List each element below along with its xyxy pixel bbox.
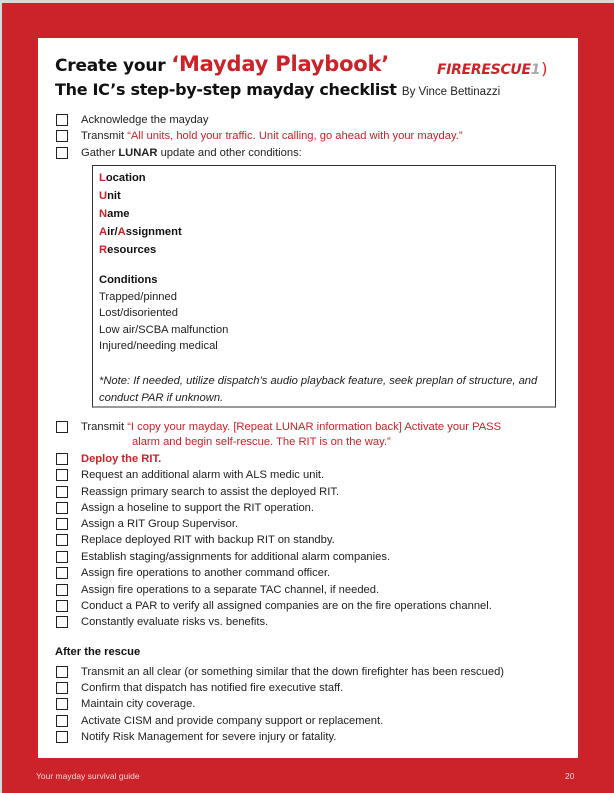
logo-one: 1 xyxy=(530,62,541,78)
gather-suffix: update and other conditions: xyxy=(157,147,302,159)
conditions-heading: Conditions xyxy=(99,274,158,286)
logo-rescue: RESCUE xyxy=(470,62,531,78)
transmit-quote: “All units, hold your traffic. Unit calling, go ahead with your mayday.” xyxy=(127,130,463,142)
lunar-word: ssignment xyxy=(125,226,182,238)
checkbox[interactable] xyxy=(56,682,68,694)
lunar-letter: A xyxy=(117,226,126,238)
byline: By Vince Bettinazzi xyxy=(401,86,501,98)
condition-item: Injured/needing medical xyxy=(99,340,218,352)
lunar-item-location xyxy=(99,170,146,186)
checkbox[interactable] xyxy=(56,469,68,481)
checklist-item-label: Establish staging/assignments for additional alarm companies. xyxy=(81,551,391,563)
checklist-item-label: Assign a hoseline to support the RIT operation. xyxy=(81,502,315,514)
condition-item: Lost/disoriented xyxy=(99,307,178,319)
checkbox[interactable] xyxy=(56,731,68,743)
page-number: 20 xyxy=(565,771,575,781)
checkbox[interactable] xyxy=(56,486,68,498)
checkbox[interactable] xyxy=(56,698,68,710)
checkbox[interactable] xyxy=(56,600,68,612)
subtitle-text: The IC’s step-by-step mayday checklist xyxy=(55,80,402,99)
checklist-item-label: Reassign primary search to assist the deployed RIT. xyxy=(81,486,340,498)
checklist-item-label xyxy=(81,145,302,161)
lunar-word: esources xyxy=(107,244,157,256)
title-prefix: Create your xyxy=(55,56,172,76)
lunar-letter: U xyxy=(99,190,108,202)
checklist-item-label xyxy=(81,128,463,144)
page-title xyxy=(55,52,389,76)
checkbox[interactable] xyxy=(56,715,68,727)
lunar-item-resources xyxy=(99,242,156,258)
checklist-item-label: Assign fire operations to another command officer. xyxy=(81,567,331,579)
logo-fire: FIRE xyxy=(437,62,471,78)
checkbox[interactable] xyxy=(56,567,68,579)
checkbox[interactable] xyxy=(56,584,68,596)
checklist-item-label: Assign a RIT Group Supervisor. xyxy=(81,518,239,530)
lunar-item-name xyxy=(99,206,130,222)
lunar-item-unit xyxy=(99,188,121,204)
checkbox[interactable] xyxy=(56,421,68,433)
lunar-item-air-assignment xyxy=(99,224,182,240)
condition-item: Trapped/pinned xyxy=(99,291,177,303)
logo-arc-icon: ) xyxy=(541,59,548,78)
checkbox[interactable] xyxy=(56,147,68,159)
checkbox[interactable] xyxy=(56,534,68,546)
checkbox[interactable] xyxy=(56,114,68,126)
checklist-item-label: Activate CISM and provide company support or replacement. xyxy=(81,715,384,727)
checklist-item-label: Deploy the RIT. xyxy=(81,453,162,465)
checklist-item-label: Transmit an all clear (or something similar that the down firefighter has been rescued) xyxy=(81,666,505,678)
checklist-item-label: Replace deployed RIT with backup RIT on standby. xyxy=(81,534,335,546)
checkbox[interactable] xyxy=(56,551,68,563)
lunar-word: ame xyxy=(107,208,130,220)
transmit-quote-line1: “I copy your mayday. [Repeat LUNAR information back] Activate your PASS xyxy=(127,421,502,433)
lunar-acronym: LUNAR xyxy=(118,147,158,159)
after-rescue-heading: After the rescue xyxy=(55,646,141,658)
checklist-item-label: Acknowledge the mayday xyxy=(81,114,209,126)
footer-title: Your mayday survival guide xyxy=(36,771,140,781)
lunar-word: ir/ xyxy=(107,226,118,238)
gather-prefix: Gather xyxy=(81,147,119,159)
checkbox[interactable] xyxy=(56,666,68,678)
checkbox[interactable] xyxy=(56,518,68,530)
title-highlight: ‘Mayday Playbook’ xyxy=(171,52,390,76)
transmit-prefix: Transmit xyxy=(81,130,128,142)
checklist-item-label: Request an additional alarm with ALS medic unit. xyxy=(81,469,325,481)
checkbox[interactable] xyxy=(56,453,68,465)
lunar-letter: A xyxy=(99,226,108,238)
checklist-item-label: Assign fire operations to a separate TAC channel, if needed. xyxy=(81,584,380,596)
checklist-item-label: Maintain city coverage. xyxy=(81,698,196,710)
firerescue1-logo xyxy=(437,59,547,78)
checkbox[interactable] xyxy=(56,130,68,142)
checkbox[interactable] xyxy=(56,616,68,628)
lunar-word: ocation xyxy=(105,172,146,184)
checklist-item-label: Conduct a PAR to verify all assigned companies are on the fire operations channel. xyxy=(81,600,492,612)
checklist-item-label xyxy=(81,419,501,435)
checklist-item-label: Confirm that dispatch has notified fire executive staff. xyxy=(81,682,344,694)
lunar-box xyxy=(92,165,556,408)
lunar-letter: L xyxy=(99,172,106,184)
lunar-letter: N xyxy=(99,208,108,220)
lunar-note: *Note: If needed, utilize dispatch’s audio playback feature, seek preplan of structure, and conduct PAR if unknown. xyxy=(99,375,538,404)
transmit-quote-line2: alarm and begin self-rescue. The RIT is on the way.” xyxy=(132,436,391,448)
checklist-item-label: Notify Risk Management for severe injury or fatality. xyxy=(81,731,337,743)
transmit-prefix: Transmit xyxy=(81,421,128,433)
lunar-word: nit xyxy=(107,190,121,202)
checklist-item-label: Constantly evaluate risks vs. benefits. xyxy=(81,616,269,628)
page-subtitle xyxy=(55,80,500,99)
condition-item: Low air/SCBA malfunction xyxy=(99,324,229,336)
lunar-letter: R xyxy=(99,244,108,256)
checkbox[interactable] xyxy=(56,502,68,514)
